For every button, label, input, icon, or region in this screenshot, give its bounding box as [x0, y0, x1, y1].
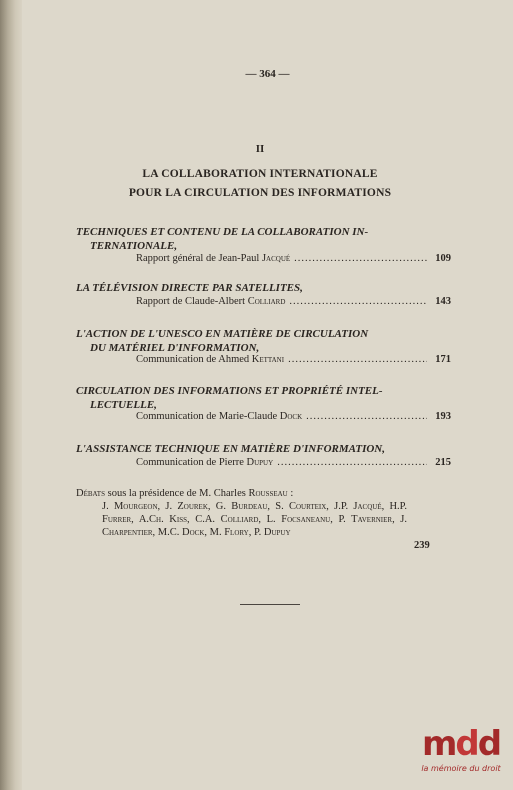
- toc-entry-author-prefix: Communication de Marie-Claude: [136, 411, 278, 422]
- debates-chair: Rousseau: [248, 488, 288, 499]
- book-page: [22, 0, 513, 790]
- toc-entry-author-prefix: Rapport général de Jean-Paul: [136, 253, 260, 264]
- toc-entry-line: [136, 457, 451, 468]
- page-number: — 364 —: [245, 68, 290, 80]
- section-title-line-2: POUR LA CIRCULATION DES INFORMATIONS: [128, 187, 392, 199]
- mdd-logo-tagline: la mémoire du droit: [421, 764, 501, 773]
- toc-entry-title-line: LA TÉLÉVISION DIRECTE PAR SATELLITES,: [76, 282, 303, 294]
- toc-entry-page: 215: [435, 457, 451, 468]
- leader-dots: [277, 457, 427, 468]
- toc-entry-line: [136, 411, 451, 422]
- toc-entry-author-name: Jacqué: [261, 253, 291, 264]
- toc-entry-title-line: LECTUELLE,: [90, 399, 157, 411]
- toc-entry-title-line: CIRCULATION DES INFORMATIONS ET PROPRIÉTÉ INTEL-: [76, 385, 383, 397]
- toc-entry-page: 171: [435, 354, 451, 365]
- mdd-logo-mark: mdd: [421, 724, 501, 764]
- book-spine-shadow: [0, 0, 22, 790]
- toc-entry-title-line: L'ACTION DE L'UNESCO EN MATIÈRE DE CIRCULATION: [76, 328, 369, 340]
- toc-entry-title: [76, 225, 414, 253]
- toc-entry-title-line: L'ASSISTANCE TECHNIQUE EN MATIÈRE D'INFORMATION,: [76, 443, 386, 455]
- toc-entry-title: [76, 281, 414, 295]
- toc-entry-author-name: Colliard: [247, 296, 286, 307]
- toc-entry-page: 143: [435, 296, 451, 307]
- debates-lead-word: Débats: [76, 488, 105, 499]
- toc-entry-title: [76, 442, 414, 456]
- debates-participants-block: [76, 500, 407, 539]
- toc-entry-author-name: Kettani: [251, 354, 285, 365]
- toc-entry-author-name: Dock: [279, 411, 303, 422]
- toc-entry-author-prefix: Communication de Ahmed: [136, 354, 250, 365]
- toc-entry-title-line: TECHNIQUES ET CONTENU DE LA COLLABORATION IN-: [76, 226, 369, 238]
- toc-entry-page: 109: [435, 253, 451, 264]
- leader-dots: [288, 354, 427, 365]
- toc-entry-title-line: DU MATÉRIEL D'INFORMATION,: [90, 342, 260, 354]
- leader-dots: [289, 296, 427, 307]
- closing-rule: [240, 604, 300, 605]
- toc-entry-title: [76, 384, 414, 412]
- leader-dots: [306, 411, 427, 422]
- toc-entry-line: [136, 296, 451, 307]
- debates-lead-text: sous la présidence de M. Charles: [107, 488, 246, 499]
- leader-dots: [294, 253, 427, 264]
- debates-page: 239: [414, 540, 430, 551]
- toc-entry-line: [136, 253, 451, 264]
- section-title-line-1: LA COLLABORATION INTERNATIONALE: [142, 168, 378, 180]
- debates-lead-end: :: [290, 488, 294, 499]
- section-number: II: [255, 143, 265, 155]
- debates-participants: J. Mourgeon, J. Zourek, G. Burdeau, S. Courteix, J.P. Jacqué, H.P. Furrer, A.Ch. Kiss, C.A. Colliard, L. Focsaneanu, P. Tavernier, J. Charpentier, M.C. Dock, M. Flory, P. Dupuy: [102, 501, 407, 538]
- toc-entry-page: 193: [435, 411, 451, 422]
- debates-heading: [76, 487, 456, 500]
- toc-entry-author-name: Dupuy: [246, 457, 274, 468]
- toc-entry-line: [136, 354, 451, 365]
- debates-entry: [76, 487, 456, 551]
- toc-entry-author-prefix: Rapport de Claude-Albert: [136, 296, 246, 307]
- toc-entry-title: [76, 327, 414, 355]
- toc-entry-title-line: TERNATIONALE,: [90, 240, 178, 252]
- toc-entry-author-prefix: Communication de Pierre: [136, 457, 244, 468]
- mdd-logo: [417, 726, 505, 786]
